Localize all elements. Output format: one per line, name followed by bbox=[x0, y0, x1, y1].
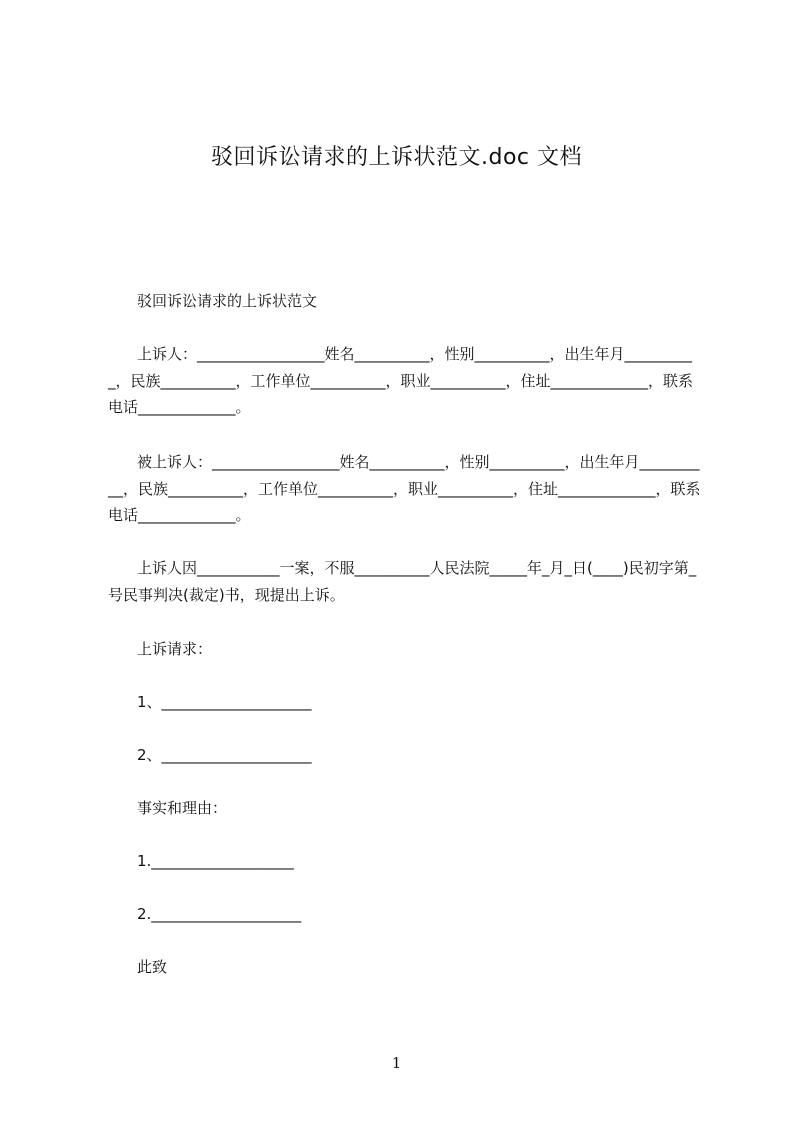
page-number: 1 bbox=[391, 1054, 402, 1072]
appellant-paragraph: 上诉人：_________________姓名__________，性别__________，出生年月__________，民族__________，工作单位__________，职业__________，住址_____________，联系电话_____________。 bbox=[108, 345, 694, 416]
fact-item-1: 1.___________________ bbox=[137, 852, 294, 870]
document-title: 驳回诉讼请求的上诉状范文.doc 文档 bbox=[210, 145, 582, 170]
appeal-reason-paragraph: 上诉人因___________一案，不服__________人民法院_____年_月_日(____)民初字第_号民事判决(裁定)书，现提出上诉。 bbox=[108, 559, 697, 604]
claims-heading: 上诉请求： bbox=[137, 640, 213, 658]
document-heading: 驳回诉讼请求的上诉状范文 bbox=[137, 292, 318, 310]
appellee-paragraph: 被上诉人：_________________姓名__________，性别__________，出生年月__________，民族__________，工作单位__________，职业__________，住址_____________，联系电话_____________。 bbox=[108, 453, 701, 524]
facts-heading: 事实和理由： bbox=[137, 799, 228, 817]
claim-item-2: 2、____________________ bbox=[137, 746, 312, 764]
fact-item-2: 2.____________________ bbox=[137, 905, 302, 923]
closing-salutation: 此致 bbox=[137, 958, 168, 976]
claim-item-1: 1、____________________ bbox=[137, 693, 312, 711]
